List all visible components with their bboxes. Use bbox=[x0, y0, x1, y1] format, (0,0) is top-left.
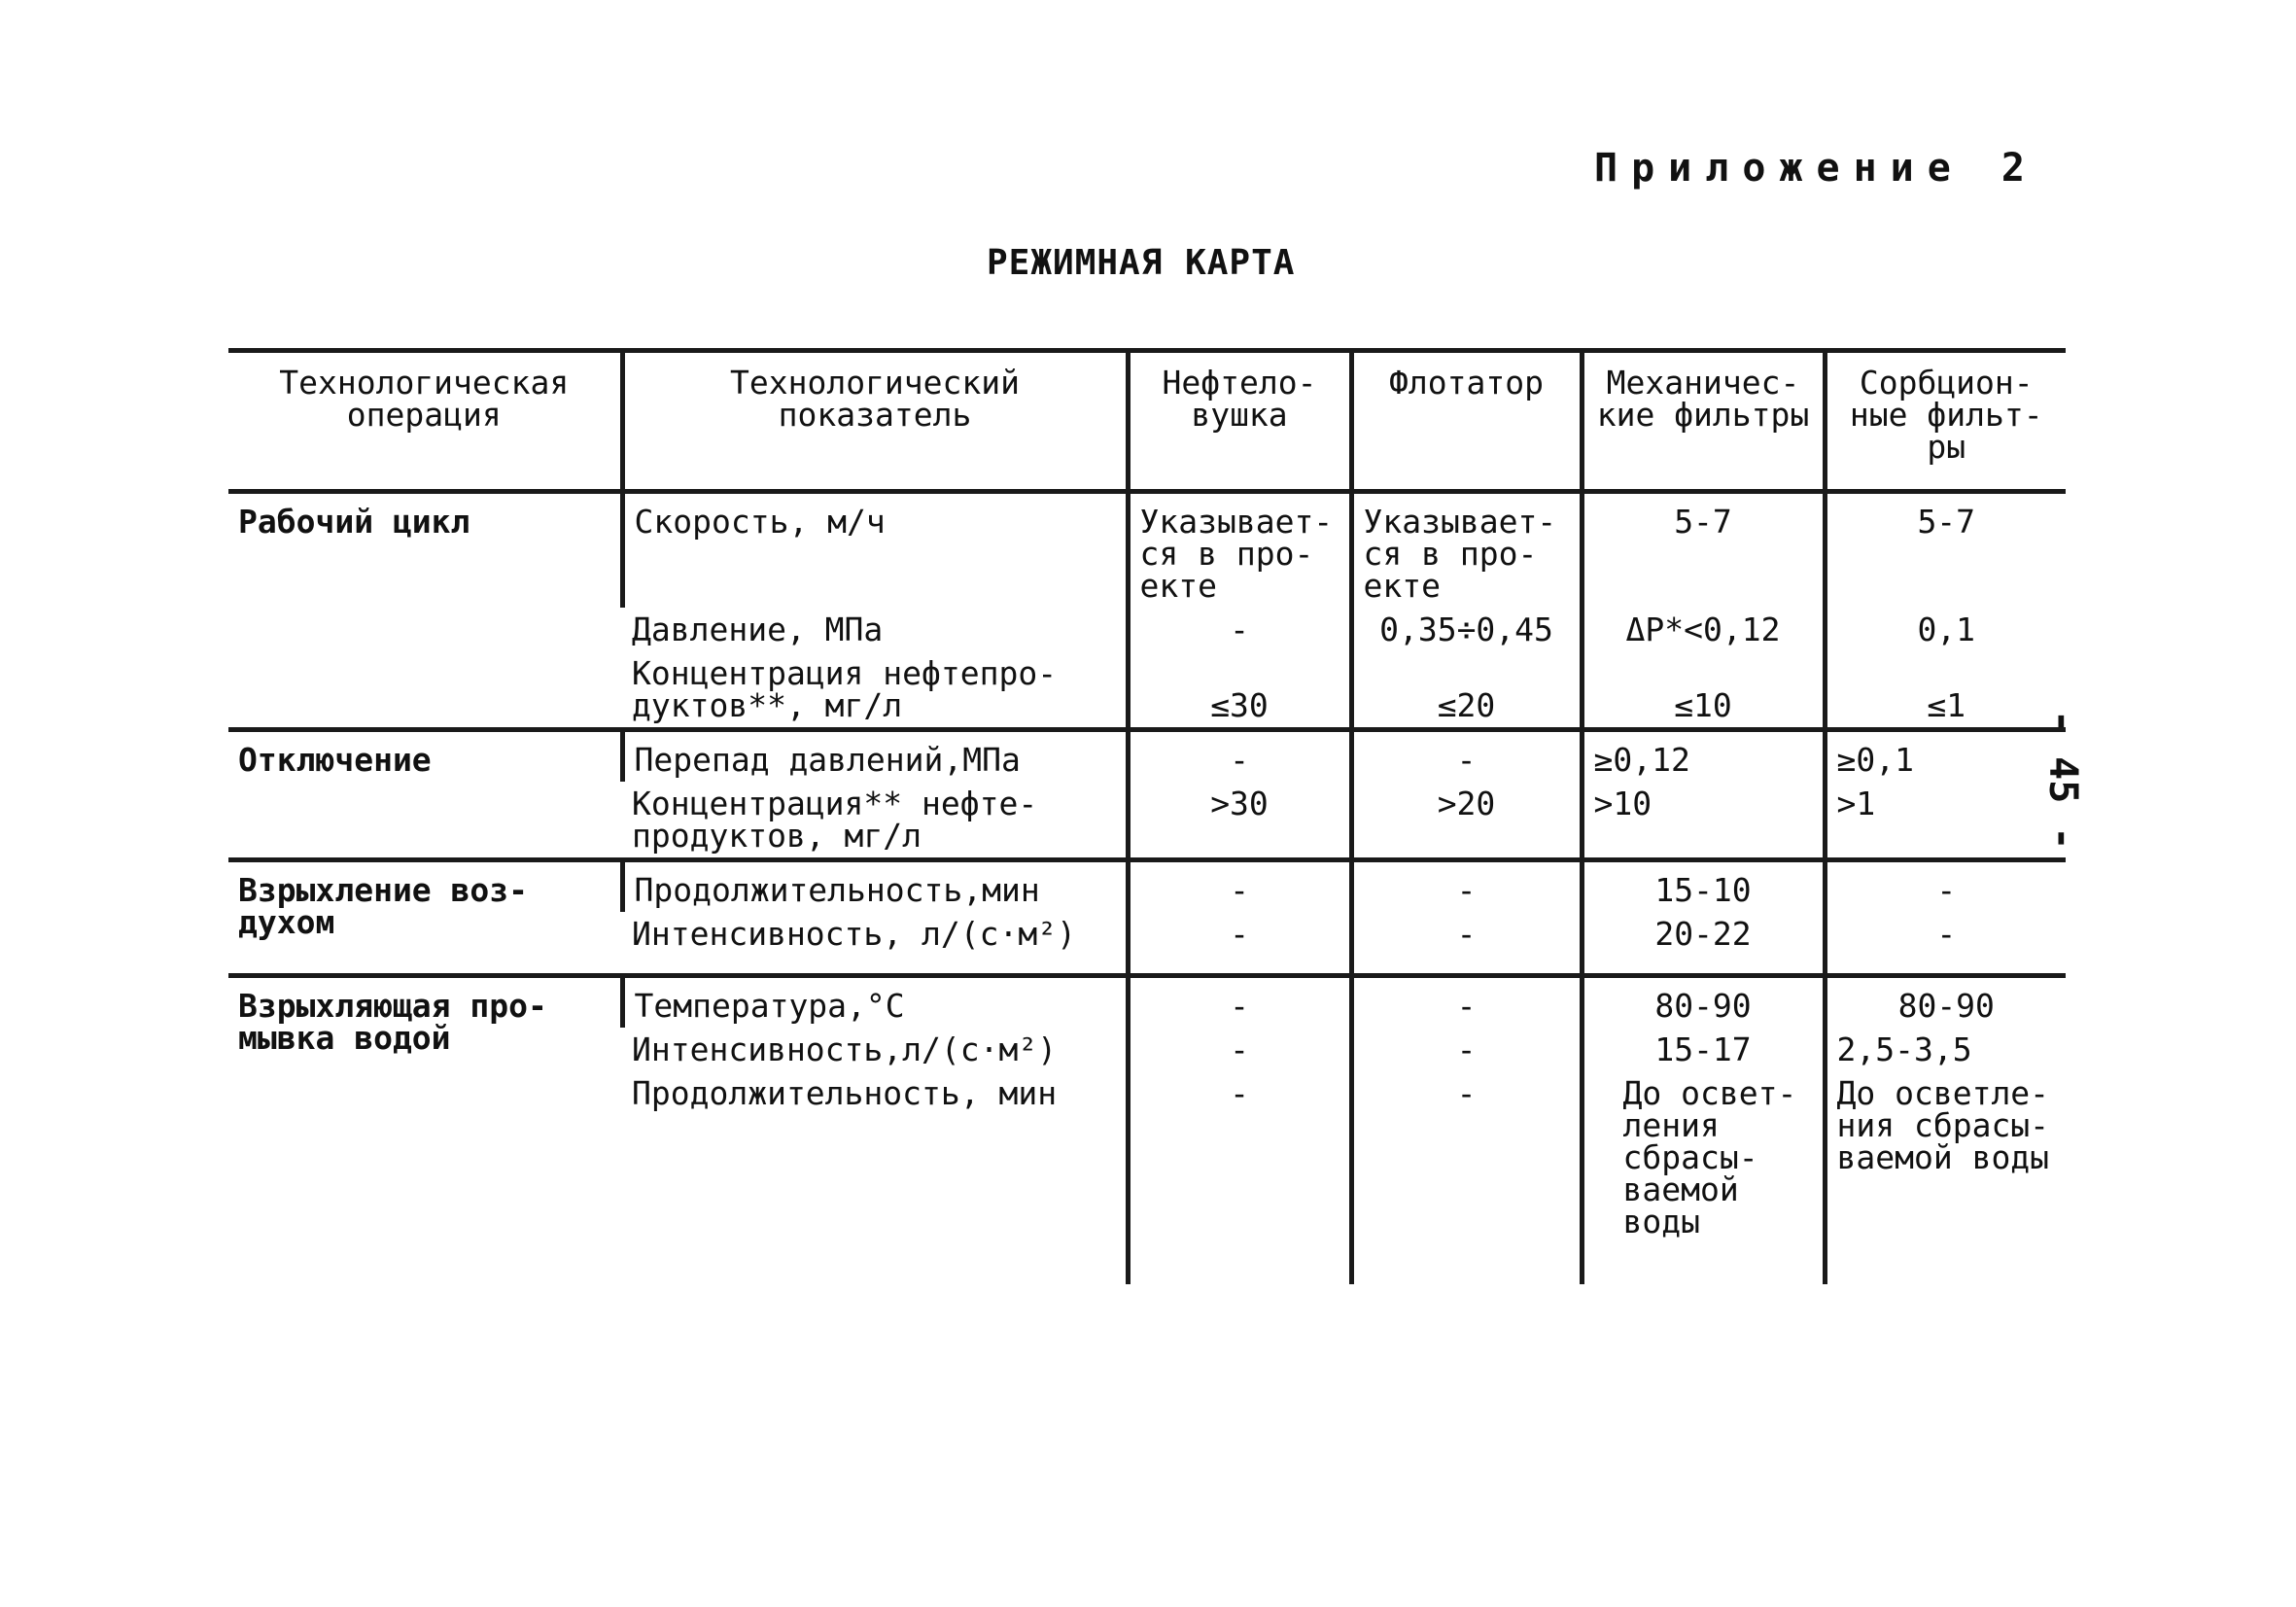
value-cell: 15-10 bbox=[1582, 860, 1825, 913]
value-cell: Указывает- ся в про- екте bbox=[1128, 492, 1351, 609]
value-cell: >10 bbox=[1582, 782, 1825, 860]
value-cell: >30 bbox=[1128, 782, 1351, 860]
value-cell: - bbox=[1128, 730, 1351, 783]
value-cell: - bbox=[1351, 976, 1582, 1029]
value-cell: - bbox=[1128, 912, 1351, 976]
value-cell: ≥0,1 bbox=[1825, 730, 2066, 783]
value-cell: 80-90 bbox=[1825, 976, 2066, 1029]
indicator-cell: Продолжительность,мин bbox=[622, 860, 1128, 913]
value-cell: 5-7 bbox=[1825, 492, 2066, 609]
value-cell: - bbox=[1825, 912, 2066, 976]
value-cell: 0,1 bbox=[1825, 608, 2066, 651]
header-indicator: Технологический показатель bbox=[622, 351, 1128, 492]
header-oil-trap: Нефтело- вушка bbox=[1128, 351, 1351, 492]
value-cell: 0,35÷0,45 bbox=[1351, 608, 1582, 651]
value-cell: ≤1 bbox=[1825, 651, 2066, 730]
table-row bbox=[228, 976, 2066, 1029]
value-cell: - bbox=[1128, 1028, 1351, 1071]
indicator-cell: Концентрация нефтепро- дуктов**, мг/л bbox=[632, 654, 1058, 724]
spacer-cell bbox=[1351, 1243, 1582, 1284]
table-group bbox=[228, 492, 2066, 730]
table-row bbox=[228, 730, 2066, 783]
indicator-cell: Продолжительность, мин bbox=[632, 1074, 1058, 1112]
table-row bbox=[228, 492, 2066, 609]
spacer-cell bbox=[1582, 1243, 1825, 1284]
value-cell: До осветле- ния сбрасы- ваемой воды bbox=[1825, 1071, 2066, 1243]
header-sorption-filters: Сорбцион- ные фильт- ры bbox=[1825, 351, 2066, 492]
operation-cell: Взрыхление воз- духом bbox=[238, 871, 529, 941]
value-cell: >1 bbox=[1825, 782, 2066, 860]
indicator-cell: Температура,°С bbox=[622, 976, 1128, 1029]
table-group bbox=[228, 730, 2066, 860]
document-title: РЕЖИМНАЯ КАРТА bbox=[987, 243, 1296, 283]
spacer-cell bbox=[1825, 1243, 2066, 1284]
value-cell: ≤30 bbox=[1128, 651, 1351, 730]
header-operation: Технологическая операция bbox=[279, 364, 570, 434]
value-cell: 20-22 bbox=[1582, 912, 1825, 976]
indicator-cell: Интенсивность,л/(с·м²) bbox=[632, 1031, 1058, 1068]
indicator-cell: Перепад давлений,МПа bbox=[622, 730, 1128, 783]
value-cell: До освет- ления сбрасы- ваемой воды bbox=[1582, 1071, 1825, 1243]
value-cell: 2,5-3,5 bbox=[1825, 1028, 2066, 1071]
value-cell: 80-90 bbox=[1582, 976, 1825, 1029]
table-group bbox=[228, 860, 2066, 976]
table-group bbox=[228, 976, 2066, 1285]
operation-cell: Отключение bbox=[238, 741, 432, 779]
value-cell: - bbox=[1351, 912, 1582, 976]
value-cell: 15-17 bbox=[1582, 1028, 1825, 1071]
value-cell: - bbox=[1128, 608, 1351, 651]
operation-cell: Взрыхляющая про- мывка водой bbox=[238, 987, 547, 1057]
value-cell: ≤20 bbox=[1351, 651, 1582, 730]
table-header-row bbox=[228, 351, 2066, 492]
value-cell: 5-7 bbox=[1582, 492, 1825, 609]
indicator-cell: Скорость, м/ч bbox=[622, 492, 1128, 609]
value-cell: - bbox=[1351, 1028, 1582, 1071]
spacer-cell bbox=[1128, 1243, 1351, 1284]
value-cell: - bbox=[1128, 860, 1351, 913]
value-cell: - bbox=[1128, 976, 1351, 1029]
value-cell: - bbox=[1825, 860, 2066, 913]
value-cell: ≥0,12 bbox=[1582, 730, 1825, 783]
indicator-cell: Интенсивность, л/(с·м²) bbox=[632, 915, 1076, 953]
value-cell: Указывает- ся в про- екте bbox=[1351, 492, 1582, 609]
value-cell: ΔP*<0,12 bbox=[1582, 608, 1825, 651]
header-flotator: Флотатор bbox=[1351, 351, 1582, 492]
table-row bbox=[228, 860, 2066, 913]
value-cell: - bbox=[1128, 1071, 1351, 1243]
operation-cell: Рабочий цикл bbox=[238, 503, 470, 541]
regime-table bbox=[228, 348, 2066, 1284]
spacer-cell bbox=[622, 1243, 1128, 1284]
value-cell: - bbox=[1351, 860, 1582, 913]
value-cell: - bbox=[1351, 1071, 1582, 1243]
indicator-cell: Давление, МПа bbox=[632, 611, 884, 648]
value-cell: >20 bbox=[1351, 782, 1582, 860]
appendix-label: Приложение 2 bbox=[1594, 146, 2038, 191]
indicator-cell: Концентрация** нефте- продуктов, мг/л bbox=[632, 785, 1038, 855]
header-mechanical-filters: Механичес- кие фильтры bbox=[1582, 351, 1825, 492]
value-cell: ≤10 bbox=[1582, 651, 1825, 730]
page-number: - 45 - bbox=[2040, 710, 2085, 851]
value-cell: - bbox=[1351, 730, 1582, 783]
